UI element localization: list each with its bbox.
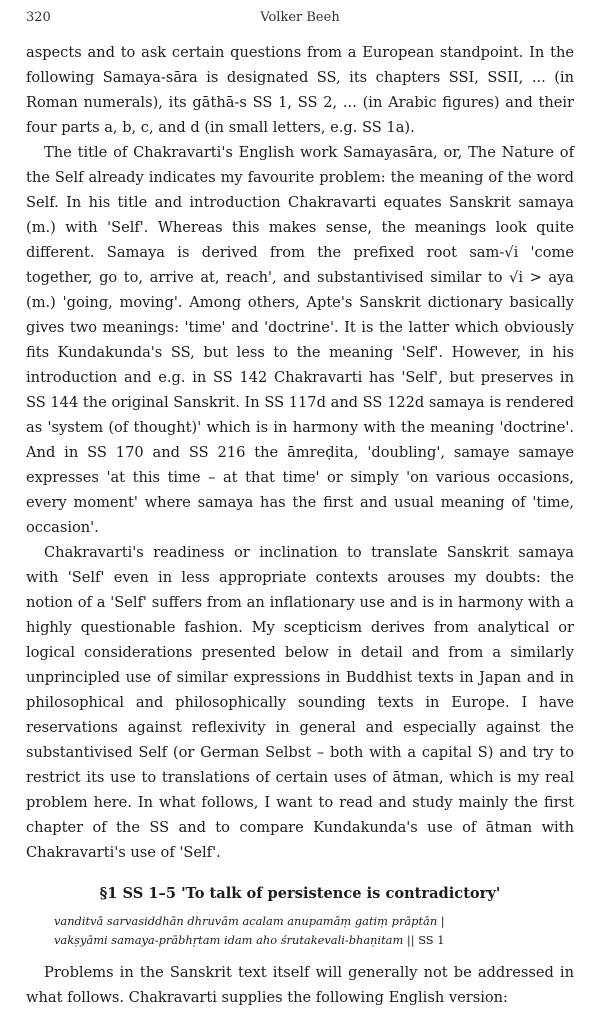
page-number: 320 bbox=[26, 10, 51, 25]
running-head-author: Volker Beeh bbox=[260, 10, 340, 25]
paragraph-1: aspects and to ask certain questions from a European standpoint. In the following Samaya-sāra is designated SS, its chapters SSI, SSII, ... (in Roman numerals), its gāthā-s SS 1, SS 2, ... (in Arabic figures) and their four parts a, b, c, and d (in small letters, e.g. SS 1a). bbox=[26, 44, 574, 136]
closing-paragraph: Problems in the Sanskrit text itself will generally not be addressed in what follows. Chakravarti supplies the following English version: bbox=[26, 964, 574, 1006]
page-header bbox=[26, 10, 574, 28]
verse-line-2-text: vakṣyāmi samaya-prābhṛtam idam aho śrutakevali-bhaṇitam || bbox=[54, 933, 415, 947]
verse-line-1: vanditvā sarvasiddhān dhruvām acalam anupamāṃ gatiṃ prāptān | bbox=[54, 914, 445, 928]
paragraph-3: Chakravarti's readiness or inclination to translate Sanskrit samaya with 'Self' even in less appropriate contexts arouses my doubts: the notion of a 'Self' suffers from an inflationary use and is in harmony with a highly questionable fashion. My scepticism derives from analytical or logical considerations presented below in detail and from a similarly unprincipled use of similar expressions in Buddhist texts in Japan and in philosophical and philosophically sounding texts in Europe. I have reservations against reflexivity in general and especially against the substantivised Self (or German Selbst – both with a capital S) and try to restrict its use to translations of certain uses of ātman, which is my real problem here. In what follows, I want to read and study mainly the first chapter of the SS and to compare Kundakunda's use of ātman with Chakravarti's use of 'Self'. bbox=[26, 544, 574, 861]
paragraph-2: The title of Chakravarti's English work Samayasāra, or, The Nature of the Self already indicates my favourite problem: the meaning of the word Self. In his title and introduction Chakravarti equates Sanskrit samaya (m.) with 'Self'. Whereas this makes sense, the meanings look quite different. Samaya is derived from the prefixed root sam-√i 'come together, go to, arrive at, reach', and substantivised similar to √i > aya (m.) 'going, moving'. Among others, Apte's Sanskrit dictionary basically gives two meanings: 'time' and 'doctrine'. It is the latter which obviously fits Kundakunda's SS, but less to the meaning 'Self'. However, in his introduction and e.g. in SS 142 Chakravarti has 'Self', but preserves in SS 144 the original Sanskrit. In SS 117d and SS 122d samaya is rendered as 'system (of thought)' which is in harmony with the meaning 'doctrine'. And in SS 170 and SS 216 the āmreḍita, 'doubling', samaye samaye expresses 'at this time – at that time' or simply 'on various occasions, every moment' where samaya has the first and usual meaning of 'time, occasion'. bbox=[26, 144, 574, 536]
sanskrit-verse bbox=[54, 912, 574, 950]
body-text bbox=[26, 40, 574, 1010]
verse-line-2 bbox=[54, 931, 574, 950]
verse-reference: SS 1 bbox=[418, 933, 445, 947]
section-heading: §1 SS 1–5 'To talk of persistence is contradictory' bbox=[99, 885, 501, 902]
